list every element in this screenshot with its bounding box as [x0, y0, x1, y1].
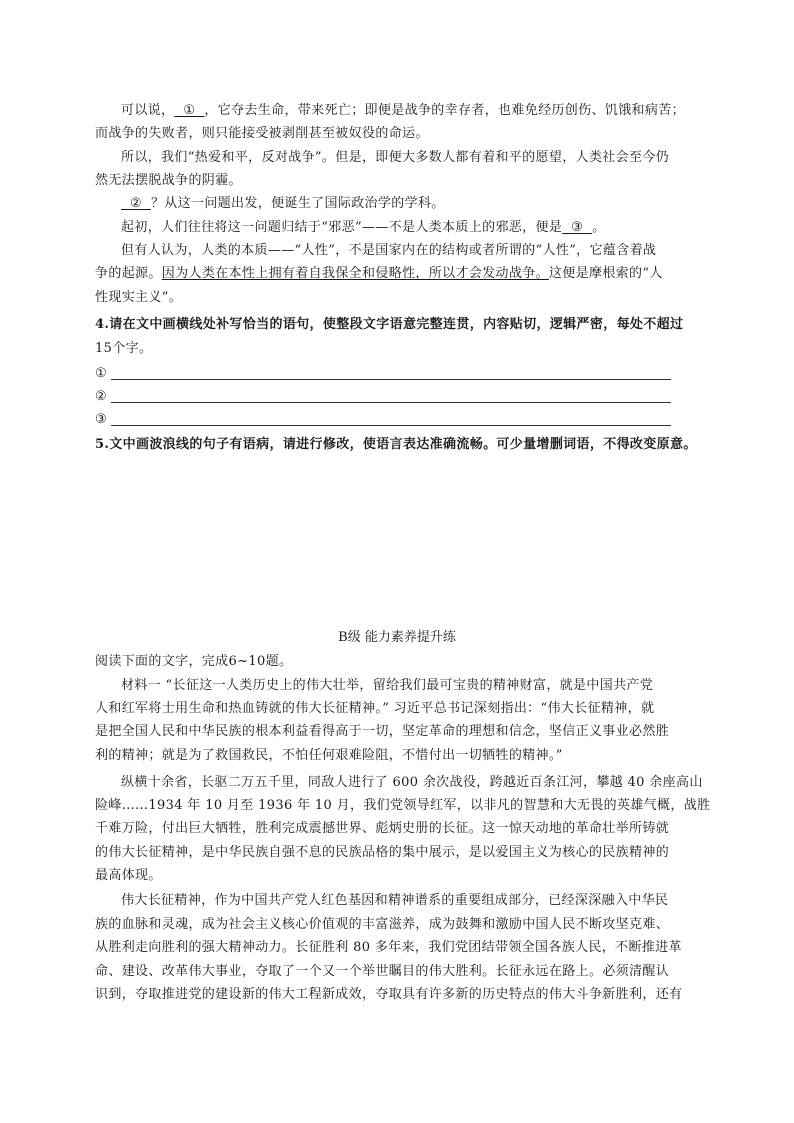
material-1-line-4: 利的精神；就是为了救国救民，不怕任何艰难险阻，不惜付出一切牺牲的精神。” [95, 748, 563, 763]
answer-blank-2[interactable] [111, 390, 671, 403]
answer-label-1: ① [95, 366, 107, 381]
answer-blank-1[interactable] [111, 367, 671, 380]
text-segment: 起初，人们往往将这一问题归结于“邪恶”——不是人类本质上的邪恶，便是 [121, 220, 563, 235]
passage-line-6 [121, 220, 606, 236]
material-1-line-2: 人和红军将士用生命和热血铸就的伟大长征精神。” 习近平总书记深刻指出：“伟大长征精神，就 [95, 701, 655, 716]
text-segment: 。 [592, 220, 606, 235]
blank-2: ② [129, 196, 142, 211]
passage-line-5 [121, 196, 445, 212]
material-1-line-1: 材料一 “长征这一人类历史上的伟大壮举，留给我们最可宝贵的精神财富，就是中国共产党 [121, 678, 654, 693]
passage-line-7: 但有人认为，人类的本质——“人性”，不是国家内在的结构或者所谓的“人性”，它蕴含着战 [121, 243, 657, 258]
section-b-intro: 阅读下面的文字，完成6~10题。 [95, 654, 293, 669]
paragraph-2-line-4: 的伟大长征精神，是中华民族自强不息的民族品格的集中展示，是以爱国主义为核心的民族精神的 [95, 845, 670, 860]
paragraph-3-line-5: 识到，夺取推进党的建设新的伟大工程新成效，夺取具有许多新的历史特点的伟大斗争新胜利，还有 [95, 987, 683, 1002]
paragraph-2-line-2: 险峰……1934 年 10 月至 1936 年 10 月，我们党领导红军，以非凡的智慧和大无畏的英雄气概，战胜 [95, 798, 711, 813]
text-segment: ，它夺去生命，带来死亡；即便是战争的幸存者，也难免经历创伤、饥饿和病苦； [204, 103, 685, 118]
passage-line-2: 而战争的失败者，则只能接受被剥削甚至被奴役的命运。 [95, 126, 429, 141]
passage-line-3: 所以，我们“热爱和平，反对战争”。但是，即便大多数人都有着和平的愿望，人类社会至今仍 [121, 150, 669, 165]
paragraph-3-line-3: 从胜利走向胜利的强大精神动力。长征胜利 80 多年来，我们党团结带领全国各族人民，不断推进革 [95, 940, 682, 955]
text-segment: 这便是摩根索的“人 [548, 266, 663, 281]
question-5: 5.文中画波浪线的句子有语病，请进行修改，使语言表达准确流畅。可少量增删词语，不得改变原意。 [95, 437, 697, 452]
passage-line-4: 然无法摆脱战争的阴霾。 [95, 173, 242, 188]
blank-3: ③ [571, 220, 584, 235]
paragraph-2-line-1: 纵横十余省，长驱二万五千里，同敌人进行了 600 余次战役，跨越近百条江河，攀越 40 余座高山 [121, 775, 703, 790]
answer-label-3: ③ [95, 412, 107, 427]
passage-line-1 [121, 103, 685, 119]
answer-label-2: ② [95, 389, 107, 404]
material-1-line-3: 是把全国人民和中华民族的根本利益看得高于一切，坚定革命的理想和信念，坚信正义事业必然胜 [95, 724, 670, 739]
question-4-line-2: 15个字。 [95, 341, 153, 356]
answer-blank-3[interactable] [111, 413, 671, 426]
passage-line-9: 性现实主义”。 [95, 290, 183, 305]
text-segment: ？从这一问题出发，便诞生了国际政治学的学科。 [150, 196, 445, 211]
text-segment: 争的起源。 [95, 266, 162, 281]
passage-line-8 [95, 266, 663, 282]
section-b-heading: B级 能力素养提升练 [338, 630, 456, 645]
paragraph-2-line-3: 千难万险，付出巨大牺牲，胜利完成震撼世界、彪炳史册的长征。这一惊天动地的革命壮举所铸就 [95, 821, 670, 836]
paragraph-3-line-4: 命、建设、改革伟大事业，夺取了一个又一个举世瞩目的伟大胜利。长征永远在路上。必须清醒认 [95, 964, 670, 979]
question-4-line-1: 4.请在文中画横线处补写恰当的语句，使整段文字语意完整连贯，内容贴切，逻辑严密，每处不超过 [95, 317, 684, 332]
blank-1: ① [183, 103, 196, 118]
text-segment: 可以说， [121, 103, 175, 118]
paragraph-2-line-5: 最高体现。 [95, 868, 162, 883]
paragraph-3-line-1: 伟大长征精神，作为中国共产党人红色基因和精神谱系的重要组成部分，已经深深融入中华民 [121, 893, 669, 908]
paragraph-3-line-2: 族的血脉和灵魂，成为社会主义核心价值观的丰富滋养，成为鼓舞和激励中国人民不断攻坚克难、 [95, 917, 670, 932]
wavy-underlined-sentence: 因为人类在本性上拥有着自我保全和侵略性，所以才会发动战争。 [161, 266, 549, 281]
